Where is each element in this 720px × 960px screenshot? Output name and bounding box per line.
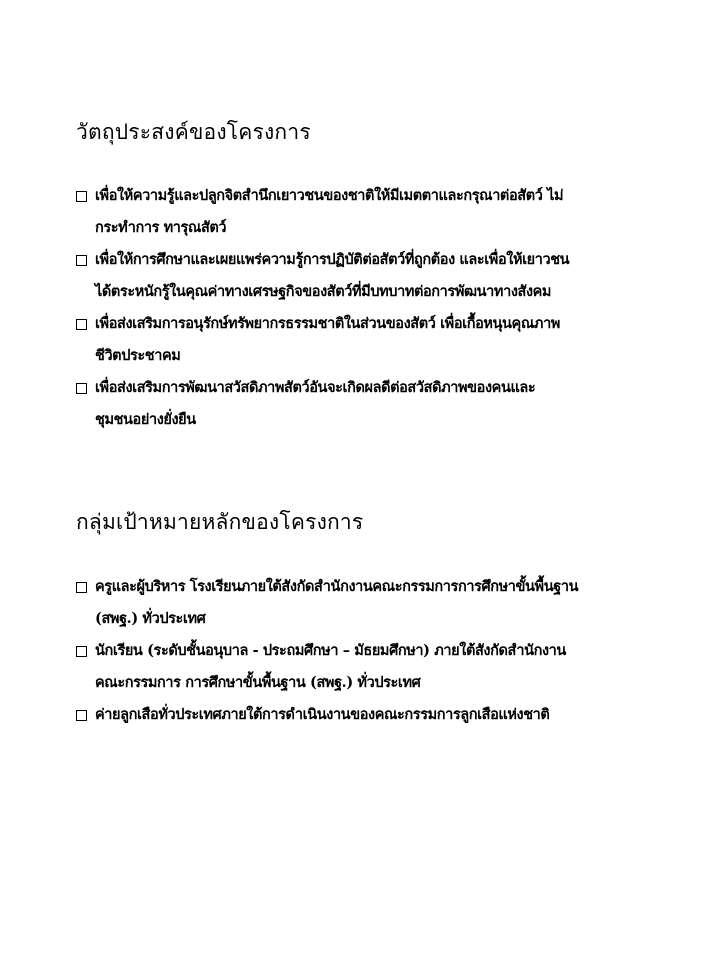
checkbox-icon bbox=[76, 646, 87, 657]
list-item bbox=[76, 180, 686, 244]
checkbox-icon bbox=[76, 582, 87, 593]
list-item bbox=[76, 308, 686, 372]
checkbox-icon bbox=[76, 319, 87, 330]
list-item bbox=[76, 244, 686, 308]
list-item bbox=[76, 699, 686, 731]
item-line: ค่ายลูกเสือทั่วประเทศภายใต้การดำเนินงานของคณะกรรมการลูกเสือแห่งชาติ bbox=[95, 706, 550, 723]
item-line: เพื่อส่งเสริมการพัฒนาสวัสดิภาพสัตว์อันจะเกิดผลดีต่อสวัสดิภาพของคนและ bbox=[95, 379, 536, 396]
list-item bbox=[76, 372, 686, 436]
checkbox-icon bbox=[76, 383, 87, 394]
list-item bbox=[76, 571, 686, 635]
item-line: นักเรียน (ระดับชั้นอนุบาล - ประถมศึกษา – มัธยมศึกษา) ภายใต้สังกัดสำนักงาน bbox=[95, 642, 566, 659]
item-line: ชีวิตประชาคม bbox=[95, 347, 181, 364]
item-line: เพื่อให้การศึกษาและเผยแพร่ความรู้การปฏิบัติต่อสัตว์ที่ถูกต้อง และเพื่อให้เยาวชน bbox=[95, 251, 570, 268]
objectives-list bbox=[76, 180, 686, 436]
item-line: เพื่อให้ความรู้และปลูกจิตสำนึกเยาวชนของชาติให้มีเมตตาและกรุณาต่อสัตว์ ไม่ bbox=[95, 187, 564, 204]
item-line: ครูและผู้บริหาร โรงเรียนภายใต้สังกัดสำนักงานคณะกรรมการการศึกษาขั้นพื้นฐาน bbox=[95, 578, 579, 595]
section-title-target-groups: กลุ่มเป้าหมายหลักของโครงการ bbox=[76, 510, 364, 534]
item-line: กระทำการ ทารุณสัตว์ bbox=[95, 219, 227, 236]
item-line: คณะกรรมการ การศึกษาขั้นพื้นฐาน (สพฐ.) ทั่วประเทศ bbox=[95, 674, 421, 691]
item-line: เพื่อส่งเสริมการอนุรักษ์ทรัพยากรธรรมชาติในส่วนของสัตว์ เพื่อเกื้อหนุนคุณภาพ bbox=[95, 315, 560, 332]
checkbox-icon bbox=[76, 191, 87, 202]
section-title-objectives: วัตถุประสงค์ของโครงการ bbox=[76, 120, 311, 144]
list-item bbox=[76, 635, 686, 699]
checkbox-icon bbox=[76, 255, 87, 266]
item-line: (สพฐ.) ทั่วประเทศ bbox=[95, 610, 206, 627]
item-line: ได้ตระหนักรู้ในคุณค่าทางเศรษฐกิจของสัตว์ที่มีบทบาทต่อการพัฒนาทางสังคม bbox=[95, 283, 552, 300]
target-groups-list bbox=[76, 571, 686, 731]
item-line: ชุมชนอย่างยั่งยืน bbox=[95, 411, 196, 428]
checkbox-icon bbox=[76, 710, 87, 721]
